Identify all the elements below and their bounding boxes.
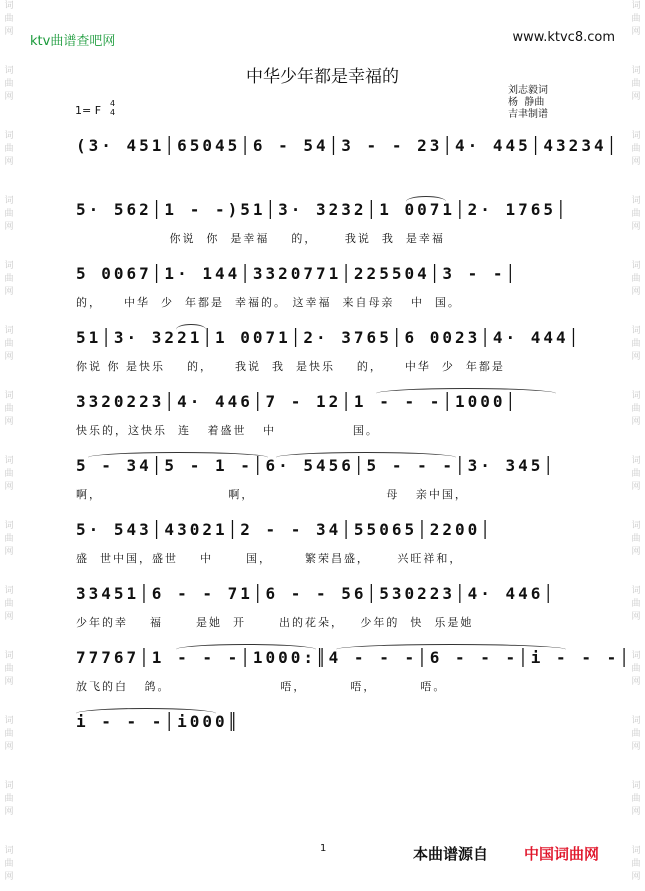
- lyrics-line: 你说 你 是幸福 的， 我说 我 是幸福: [76, 232, 445, 245]
- lyrics-line: 少年的幸 福 是她 开 出的花朵， 少年的 快 乐是她: [76, 616, 474, 629]
- lyrics-line: 盛 世中国，盛世 中 国， 繁荣昌盛， 兴旺祥和，: [76, 552, 463, 565]
- notes-line: 5 0067│1· 144│3320771│225504│3 - -│: [76, 264, 519, 283]
- credits: [508, 85, 548, 121]
- score-row: [76, 450, 576, 514]
- score-row: [76, 706, 576, 770]
- page-number: 1: [320, 843, 327, 854]
- site-link-left[interactable]: ktv曲谱查吧网: [30, 34, 116, 49]
- notes-line: 33451│6 - - 71│6 - - 56│530223│4· 446│: [76, 584, 557, 603]
- lyrics-line: 放飞的白 鸽。 唔， 唔， 唔。: [76, 680, 447, 693]
- score-row: [76, 578, 576, 642]
- lyrics-line: 快乐的，这快乐 连 着盛世 中 国。: [76, 424, 379, 437]
- notes-line: 5· 543│43021│2 - - 34│55065│2200│: [76, 520, 493, 539]
- notes-line: 5· 562│1 - -)51│3· 3232│1 0071│2· 1765│: [76, 200, 569, 219]
- lyricist-credit: 刘志毅词: [508, 85, 548, 96]
- watermark-right: 词 曲 网 词 曲 网 词 曲 网 词 曲 网 词 曲 网 词 曲 网 词 曲 网 词 曲 网 词 曲 网 词 曲 网 词 曲 网 词 曲 网 词 曲 网 词 曲 网: [631, 1, 641, 882]
- watermark-left: 词 曲 网 词 曲 网 词 曲 网 词 曲 网 词 曲 网 词 曲 网 词 曲 网 词 曲 网 词 曲 网 词 曲 网 词 曲 网 词 曲 网 词 曲 网 词 曲 网: [4, 1, 14, 882]
- source-label: 本曲谱源自: [413, 845, 489, 863]
- notes-line: 51│3· 3221│1 0071│2· 3765│6 0023│4· 444│: [76, 328, 582, 347]
- lyrics-line: 的， 中华 少 年都是 幸福的。 这幸福 来自母亲 中 国。: [76, 296, 461, 309]
- time-signature: [110, 99, 115, 117]
- score-row: [76, 258, 576, 322]
- lyrics-line: 你说 你 是快乐 的， 我说 我 是快乐 的， 中华 少 年都是: [76, 360, 505, 373]
- time-signature-bottom: 4: [110, 108, 116, 117]
- score-row: [76, 322, 582, 386]
- score-row: [76, 514, 576, 578]
- site-link-right[interactable]: www.ktvc8.com: [512, 30, 615, 45]
- notes-line: 5 - 34│5 - 1 -│6· 5456│5 - - -│3· 345│: [76, 456, 557, 475]
- notes-line: 77767│1 - - -│1000:║4 - - -│6 - - -│i - - -│: [76, 648, 632, 667]
- score-row: [76, 130, 620, 194]
- lyrics-line: 啊， 啊， 母 亲中国，: [76, 488, 468, 501]
- score-row: [76, 642, 632, 706]
- notes-line: 3320223│4· 446│7 - 12│1 - - -│1000│: [76, 392, 519, 411]
- time-signature-top: 4: [110, 99, 116, 108]
- notes-line: (3· 451│65045│6 - 54│3 - - 23│4· 445│43234│: [76, 136, 620, 155]
- arranger-credit: 吉聿制谱: [508, 109, 548, 120]
- score: [76, 130, 632, 770]
- key-signature: 1= F: [75, 104, 102, 117]
- composer-credit: 杨 静曲: [508, 97, 545, 108]
- score-row: [76, 386, 576, 450]
- score-row: [76, 194, 576, 258]
- page-title: 中华少年都是幸福的: [246, 67, 399, 87]
- source-site-link[interactable]: 中国词曲网: [524, 845, 600, 863]
- notes-line: i - - -│i000║: [76, 712, 241, 731]
